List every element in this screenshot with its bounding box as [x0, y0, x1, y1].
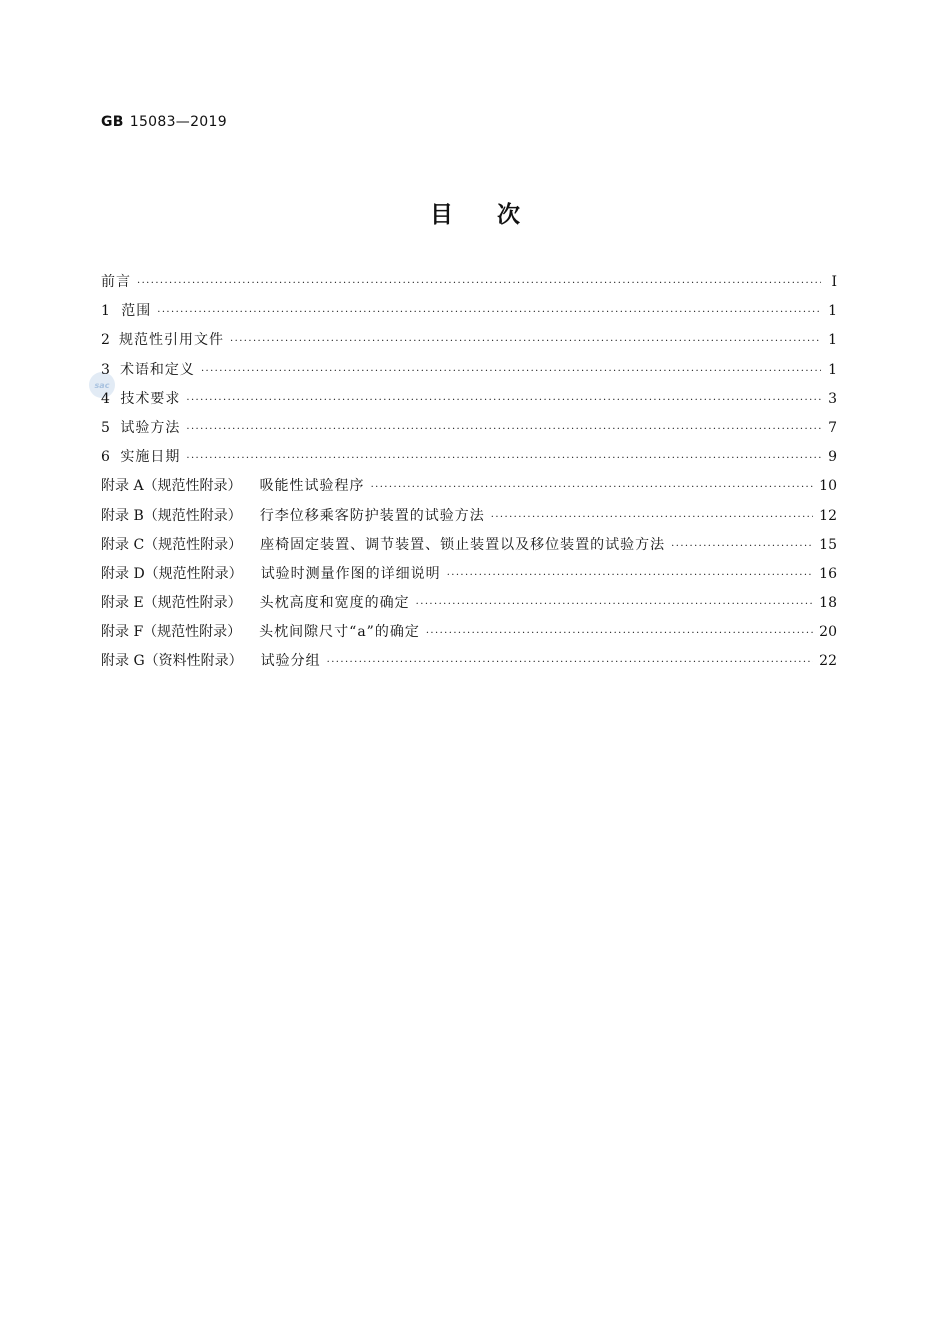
toc-entry-annex-f[interactable]: [101, 621, 837, 650]
toc-entry-page: 1: [828, 361, 837, 378]
toc-entry-3[interactable]: [101, 359, 837, 388]
toc-leader-dots: [137, 278, 821, 289]
toc-entry-title: 规范性引用文件: [119, 332, 225, 349]
sac-watermark-icon: sac: [89, 372, 115, 398]
toc-entry-page: 10: [819, 478, 837, 495]
toc-entry-page: 18: [819, 595, 837, 612]
standard-prefix: GB: [101, 114, 124, 130]
toc-entry-title: 试验方法: [120, 419, 181, 436]
toc-entry-number: 2: [101, 332, 110, 349]
toc-entry-title: 术语和定义: [119, 361, 195, 378]
toc-entry-2[interactable]: [101, 329, 837, 358]
toc-annex-label: 附录 C（规范性附录）: [101, 536, 243, 553]
toc-leader-dots: [230, 336, 821, 347]
toc-entry-title: 技术要求: [120, 390, 181, 407]
toc-entry-title: 行李位移乘客防护装置的试验方法: [259, 507, 485, 524]
toc-entry-annex-e[interactable]: [101, 592, 837, 621]
toc-entry-page: Ⅰ: [831, 274, 837, 290]
standard-code: [101, 114, 227, 130]
toc-entry-title: 试验时测量作图的详细说明: [260, 565, 441, 582]
toc-annex-label: 附录 F（规范性附录）: [101, 624, 242, 641]
toc-entry-title: 头枕间隙尺寸“a”的确定: [259, 624, 420, 641]
toc-entry-page: 16: [819, 565, 837, 582]
toc-entry-page: 12: [819, 507, 837, 524]
toc-entry-page: 1: [828, 332, 837, 349]
toc-entry-6[interactable]: [101, 446, 837, 475]
toc-entry-annex-d[interactable]: [101, 563, 837, 592]
toc-entry-annex-b[interactable]: [101, 505, 837, 534]
toc-entry-5[interactable]: [101, 417, 837, 446]
toc-entry-page: 22: [819, 653, 837, 670]
table-of-contents: [101, 271, 837, 680]
page-title: 目次: [430, 202, 564, 228]
toc-annex-label: 附录 G（资料性附录）: [101, 653, 243, 670]
toc-leader-dots: [186, 453, 821, 464]
toc-annex-label: 附录 A（规范性附录）: [101, 478, 242, 495]
toc-entry-1[interactable]: [101, 300, 837, 329]
toc-leader-dots: [671, 541, 813, 552]
toc-entry-annex-a[interactable]: [101, 475, 837, 504]
toc-leader-dots: [416, 599, 814, 610]
toc-entry-annex-g[interactable]: [101, 650, 837, 679]
toc-entry-page: 20: [819, 624, 837, 641]
toc-entry-annex-c[interactable]: [101, 534, 837, 563]
toc-leader-dots: [426, 628, 813, 639]
toc-entry-title: 实施日期: [120, 449, 181, 466]
toc-entry-title: 吸能性试验程序: [259, 478, 365, 495]
toc-entry-number: 5: [101, 419, 110, 436]
toc-leader-dots: [186, 395, 821, 406]
toc-entry-title: 前言: [101, 274, 131, 290]
toc-entry-title: 座椅固定装置、调节装置、锁止装置以及移位装置的试验方法: [260, 536, 666, 553]
toc-annex-label: 附录 E（规范性附录）: [101, 595, 242, 612]
toc-leader-dots: [327, 657, 814, 668]
toc-annex-label: 附录 D（规范性附录）: [101, 565, 243, 582]
toc-entry-title: 头枕高度和宽度的确定: [259, 595, 410, 612]
toc-entry-preface[interactable]: [101, 271, 837, 300]
toc-entry-page: 7: [828, 419, 837, 436]
toc-entry-number: 3: [101, 361, 110, 378]
toc-entry-title: 试验分组: [260, 653, 321, 670]
toc-leader-dots: [447, 570, 813, 581]
toc-entry-page: 9: [828, 449, 837, 466]
toc-entry-page: 1: [828, 303, 837, 320]
toc-entry-page: 15: [819, 536, 837, 553]
toc-leader-dots: [186, 424, 821, 435]
toc-annex-label: 附录 B（规范性附录）: [101, 507, 242, 524]
toc-entry-page: 3: [828, 390, 837, 407]
toc-entry-title: 范围: [121, 303, 152, 320]
toc-leader-dots: [201, 366, 821, 377]
toc-entry-number: 4: [101, 390, 110, 407]
toc-entry-number: 1: [101, 303, 110, 320]
standard-number: 15083—2019: [129, 114, 227, 130]
toc-entry-4[interactable]: [101, 388, 837, 417]
toc-entry-number: 6: [101, 449, 110, 466]
toc-leader-dots: [157, 307, 821, 318]
toc-leader-dots: [371, 482, 814, 493]
toc-leader-dots: [491, 512, 813, 523]
